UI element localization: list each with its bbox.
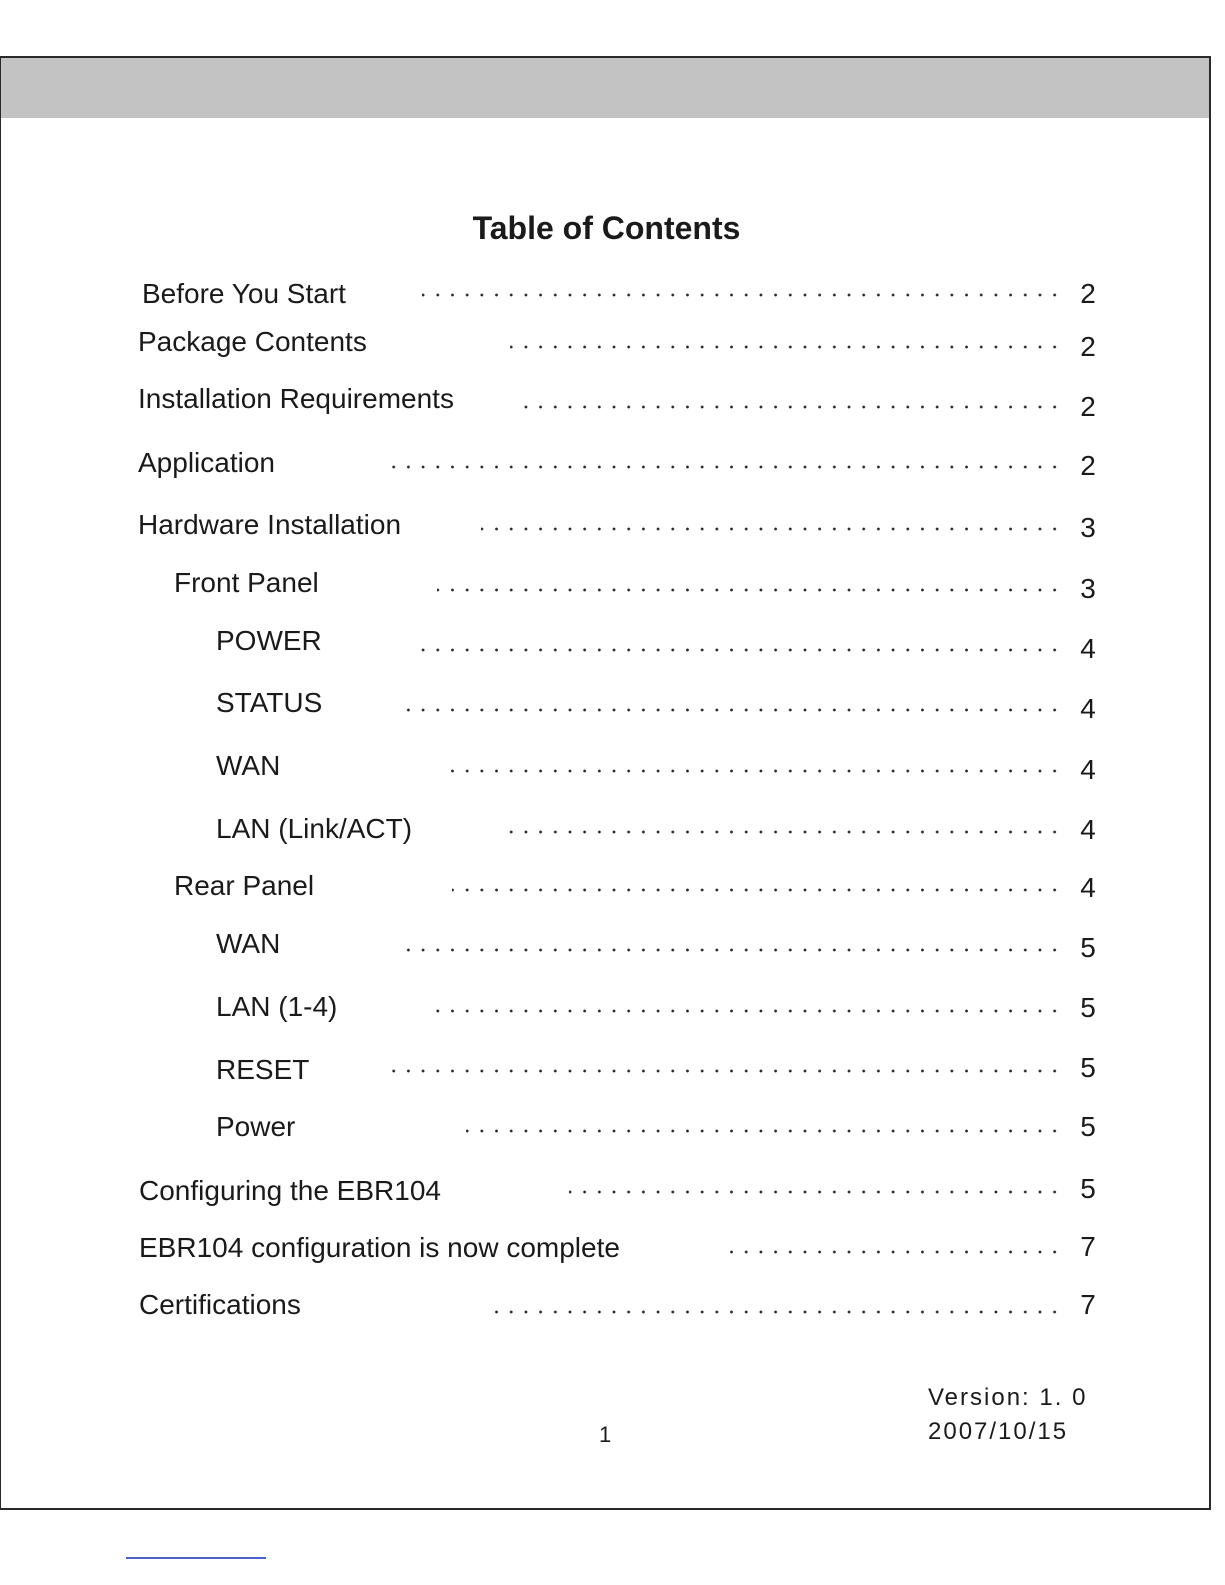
toc-leader-dots [494,1307,1062,1317]
toc-leader-dots [421,645,1062,655]
toc-entry-label: Package Contents [138,326,367,357]
toc-leader-dots [452,885,1062,895]
footer-link-underline [126,1557,266,1559]
toc-entry[interactable] [174,868,1212,904]
toc-leader-dots [391,1066,1062,1076]
page-title: Table of Contents [472,210,741,246]
toc-entry-label: Installation Requirements [138,383,454,414]
toc-entry-label: POWER [216,625,322,656]
toc-entry[interactable] [174,565,1212,604]
toc-leader-dots [569,1187,1062,1197]
toc-entry-page: 5 [1080,1173,1096,1204]
toc-entry-label: Rear Panel [174,870,315,901]
toc-entry-page: 3 [1080,512,1096,543]
toc-leader-dots [406,705,1062,715]
toc-entry[interactable] [216,811,1212,847]
toc-entry-page: 4 [1080,754,1096,785]
toc-entry-page: 4 [1080,633,1096,664]
version-label: Version: 1. 0 [928,1384,1088,1411]
toc-leader-dots [392,462,1062,472]
toc-entry-page: 2 [1080,331,1096,362]
toc-entry-label: WAN [216,750,281,781]
toc-entry-page: 4 [1080,872,1096,903]
toc-entry-label: Hardware Installation [138,509,402,540]
toc-entry-page: 2 [1080,391,1096,422]
toc-entry-page: 2 [1080,450,1096,481]
toc-entry-page: 5 [1080,932,1096,963]
toc-entry-page: 4 [1080,814,1096,845]
toc-entry-page: 7 [1080,1231,1096,1262]
toc-entry-page: 5 [1080,1111,1096,1142]
toc-entry[interactable] [139,1173,1212,1209]
toc-entry[interactable] [139,1287,1212,1323]
toc-entry-page: 7 [1080,1289,1096,1320]
toc-entry-label: Certifications [139,1289,301,1320]
toc-leader-dots [510,342,1062,352]
toc-entry-label: STATUS [216,687,323,718]
toc-leader-dots [481,524,1062,534]
toc-entry-page: 2 [1080,278,1096,309]
toc-entry[interactable] [216,1109,1212,1145]
toc-entry-label: Configuring the EBR104 [139,1175,441,1206]
toc-entry[interactable] [138,507,1212,543]
page-frame [0,56,1211,1510]
toc-entry[interactable] [139,1230,1212,1266]
toc-leader-dots [436,1006,1062,1016]
toc-entry[interactable] [216,926,1212,962]
toc-entry[interactable] [216,685,1212,724]
toc-entry-label: Front Panel [174,567,319,598]
toc-leader-dots [437,585,1062,595]
toc-entry[interactable] [142,276,1212,312]
toc-leader-dots [719,1247,1062,1257]
toc-entry-label: LAN (1-4) [216,991,338,1022]
toc-entry[interactable] [216,748,1212,784]
toc-entry-label: Before You Start [142,278,346,309]
toc-leader-dots [501,827,1062,837]
toc-entry[interactable] [216,989,1212,1025]
toc-entry[interactable] [216,623,1212,664]
toc-leader-dots [451,766,1062,776]
toc-entry-label: Application [138,447,275,478]
toc-entry-page: 5 [1080,992,1096,1023]
toc-entry[interactable] [138,445,1212,481]
toc-leader-dots [406,945,1062,955]
toc-entry-label: EBR104 configuration is now complete [139,1232,620,1263]
page-number: 1 [599,1422,612,1447]
header-bar [1,58,1209,118]
toc-entry[interactable] [138,381,1212,422]
toc-leader-dots [466,1126,1062,1136]
toc-entry-label: Power [216,1111,296,1142]
toc-entry[interactable] [138,324,1212,360]
version-date: 2007/10/15 [928,1418,1069,1445]
toc-entry-page: 5 [1080,1052,1096,1083]
toc-entry-page: 3 [1080,573,1096,604]
toc-entry-label: WAN [216,928,281,959]
toc-entry[interactable] [216,1052,1212,1088]
toc-leader-dots [524,402,1062,412]
toc-leader-dots [422,290,1062,300]
toc-entry-label: LAN (Link/ACT) [216,813,413,844]
toc-entry-label: RESET [216,1054,310,1085]
toc-entry-page: 4 [1080,693,1096,724]
